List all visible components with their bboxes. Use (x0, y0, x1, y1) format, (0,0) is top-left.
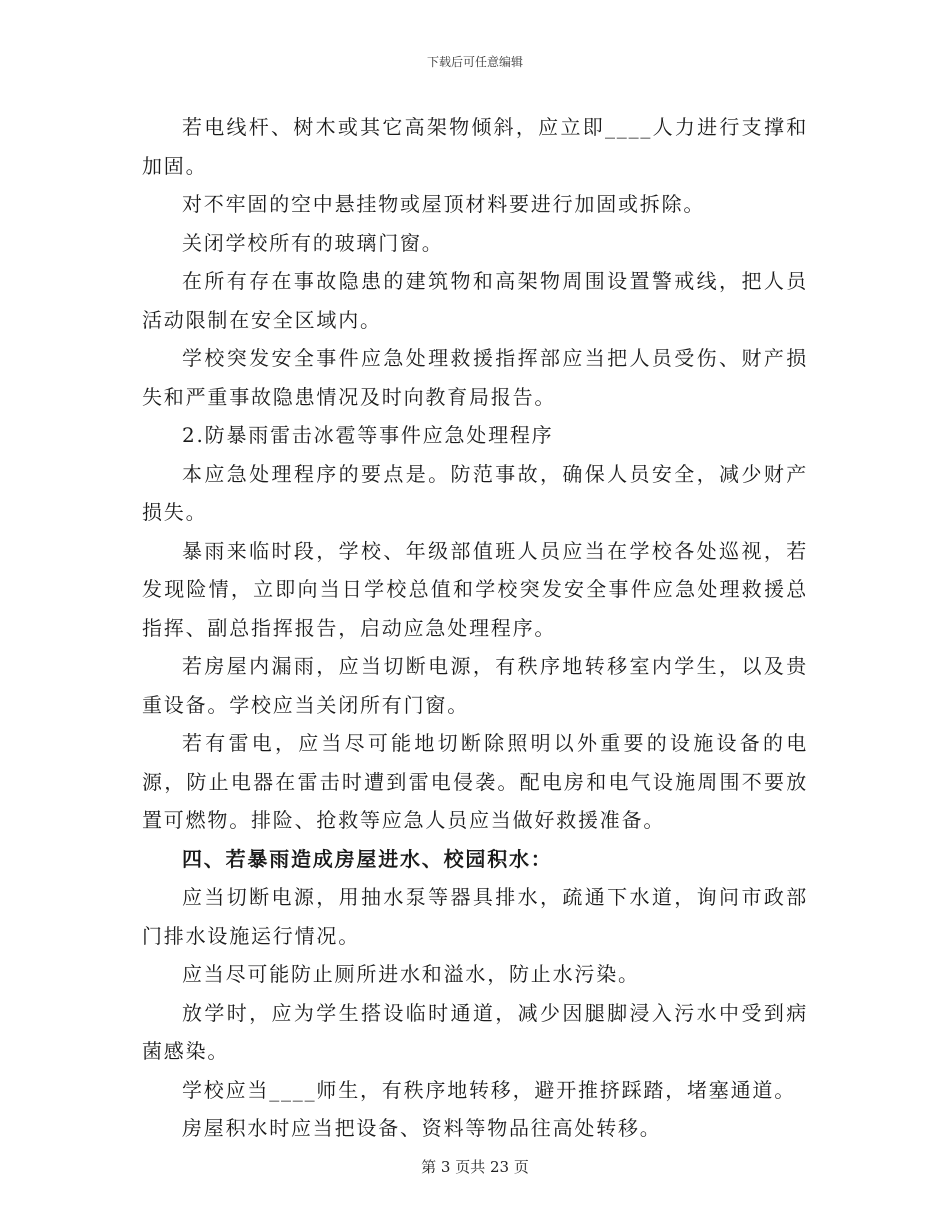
paragraph-report-to-bureau: 学校突发安全事件应急处理救援指挥部应当把人员受伤、财产损失和严重事故隐患情况及时向教育局报告。 (142, 346, 808, 409)
paragraph-procedure-key-points: 本应急处理程序的要点是。防范事故，确保人员安全，减少财产损失。 (142, 461, 808, 524)
paragraph-cut-power-drain: 应当切断电源，用抽水泵等器具排水，疏通下水道，询问市政部门排水设施运行情况。 (142, 885, 808, 948)
paragraph-close-glass-windows: 关闭学校所有的玻璃门窗。 (182, 230, 444, 255)
paragraph-move-items-up: 房屋积水时应当把设备、资料等物品往高处转移。 (182, 1116, 662, 1140)
section-heading-flooding: 四、若暴雨造成房屋进水、校园积水： (182, 846, 553, 871)
paragraph-patrol-and-report: 暴雨来临时段，学校、年级部值班人员应当在学校各处巡视，若发现险情，立即向当日学校总值和学校突发安全事件应急处理救援总指挥、副总指挥报告，启动应急处理程序。 (142, 538, 808, 640)
paragraph-prevent-toilet-overflow: 应当尽可能防止厕所进水和溢水，防止水污染。 (182, 962, 640, 986)
paragraph-reinforce-hanging-objects: 对不牢固的空中悬挂物或屋顶材料要进行加固或拆除。 (182, 192, 706, 216)
page-number: 第 3 页共 23 页 (421, 1158, 529, 1176)
paragraph-lightning: 若有雷电，应当尽可能地切断除照明以外重要的设施设备的电源，防止电器在雷击时遭到雷电侵袭。配电房和电气设施周围不要放置可燃物。排险、抢救等应急人员应当做好救援准备。 (142, 731, 808, 832)
paragraph-orderly-transfer: 学校应当____师生，有秩序地转移，避开推挤踩踏，堵塞通道。 (182, 1077, 796, 1102)
section-title-storm-procedure: 2.防暴雨雷击冰雹等事件应急处理程序 (182, 423, 554, 447)
paragraph-temporary-passage: 放学时，应为学生搭设临时通道，减少因腿脚浸入污水中受到病菌感染。 (142, 1000, 808, 1063)
document-body (142, 108, 808, 1148)
paragraph-support-tilted-poles: 若电线杆、树木或其它高架物倾斜，应立即____人力进行支撑和加固。 (142, 115, 808, 178)
paragraph-roof-leak: 若房屋内漏雨，应当切断电源，有秩序地转移室内学生，以及贵重设备。学校应当关闭所有门窗。 (142, 654, 808, 717)
page-header: 下载后可任意编辑 (426, 55, 523, 69)
paragraph-set-warning-lines: 在所有存在事故隐患的建筑物和高架物周围设置警戒线，把人员活动限制在安全区域内。 (142, 269, 808, 332)
